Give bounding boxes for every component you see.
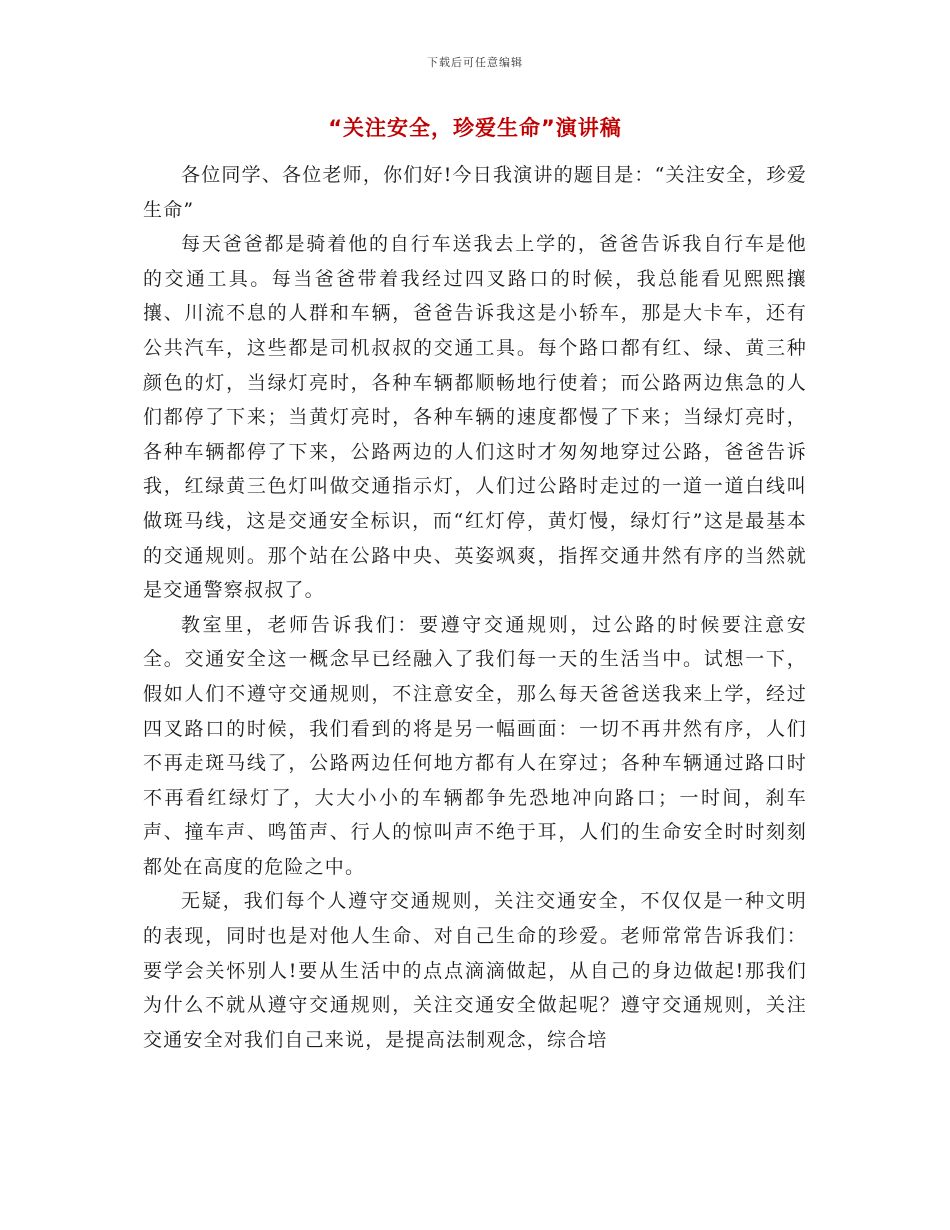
header-note: 下载后可任意编辑: [427, 56, 523, 69]
paragraph-greeting: 各位同学、各位老师，你们好!今日我演讲的题目是：“关注安全，珍爱生命”: [143, 164, 807, 221]
paragraph-conclusion: 无疑，我们每个人遵守交通规则，关注交通安全，不仅仅是一种文明的表现，同时也是对他人生命、对自己生命的珍爱。老师常常告诉我们：要学会关怀别人!要从生活中的点点滴滴做起，从自己的身边做起!那我们为什么不就从遵守交通规则，关注交通安全做起呢？遵守交通规则，关注交通安全对我们自己来说，是提高法制观念，综合培: [143, 890, 807, 1051]
document-body: [143, 158, 807, 1057]
document-title: “关注安全，珍爱生命”演讲稿: [328, 116, 622, 140]
paragraph-commute: 每天爸爸都是骑着他的自行车送我去上学的，爸爸告诉我自行车是他的交通工具。每当爸爸带着我经过四叉路口的时候，我总能看见熙熙攘攘、川流不息的人群和车辆，爸爸告诉我这是小轿车，那是大卡车，还有公共汽车，这些都是司机叔叔的交通工具。每个路口都有红、绿、黄三种颜色的灯，当绿灯亮时，各种车辆都顺畅地行使着；而公路两边焦急的人们都停了下来；当黄灯亮时，各种车辆的速度都慢了下来；当绿灯亮时，各种车辆都停了下来，公路两边的人们这时才匆匆地穿过公路，爸爸告诉我，红绿黄三色灯叫做交通指示灯，人们过公路时走过的一道一道白线叫做斑马线，这是交通安全标识，而“红灯停，黄灯慢，绿灯行”这是最基本的交通规则。那个站在公路中央、英姿飒爽，指挥交通井然有序的当然就是交通警察叔叔了。: [143, 233, 807, 602]
paragraph-classroom: 教室里，老师告诉我们：要遵守交通规则，过公路的时候要注意安全。交通安全这一概念早已经融入了我们每一天的生活当中。试想一下，假如人们不遵守交通规则，不注意安全，那么每天爸爸送我来上学，经过四叉路口的时候，我们看到的将是另一幅画面：一切不再井然有序，人们不再走斑马线了，公路两边任何地方都有人在穿过；各种车辆通过路口时不再看红绿灯了，大大小小的车辆都争先恐地冲向路口；一时间，刹车声、撞车声、鸣笛声、行人的惊叫声不绝于耳，人们的生命安全时时刻刻都处在高度的危险之中。: [143, 613, 807, 878]
